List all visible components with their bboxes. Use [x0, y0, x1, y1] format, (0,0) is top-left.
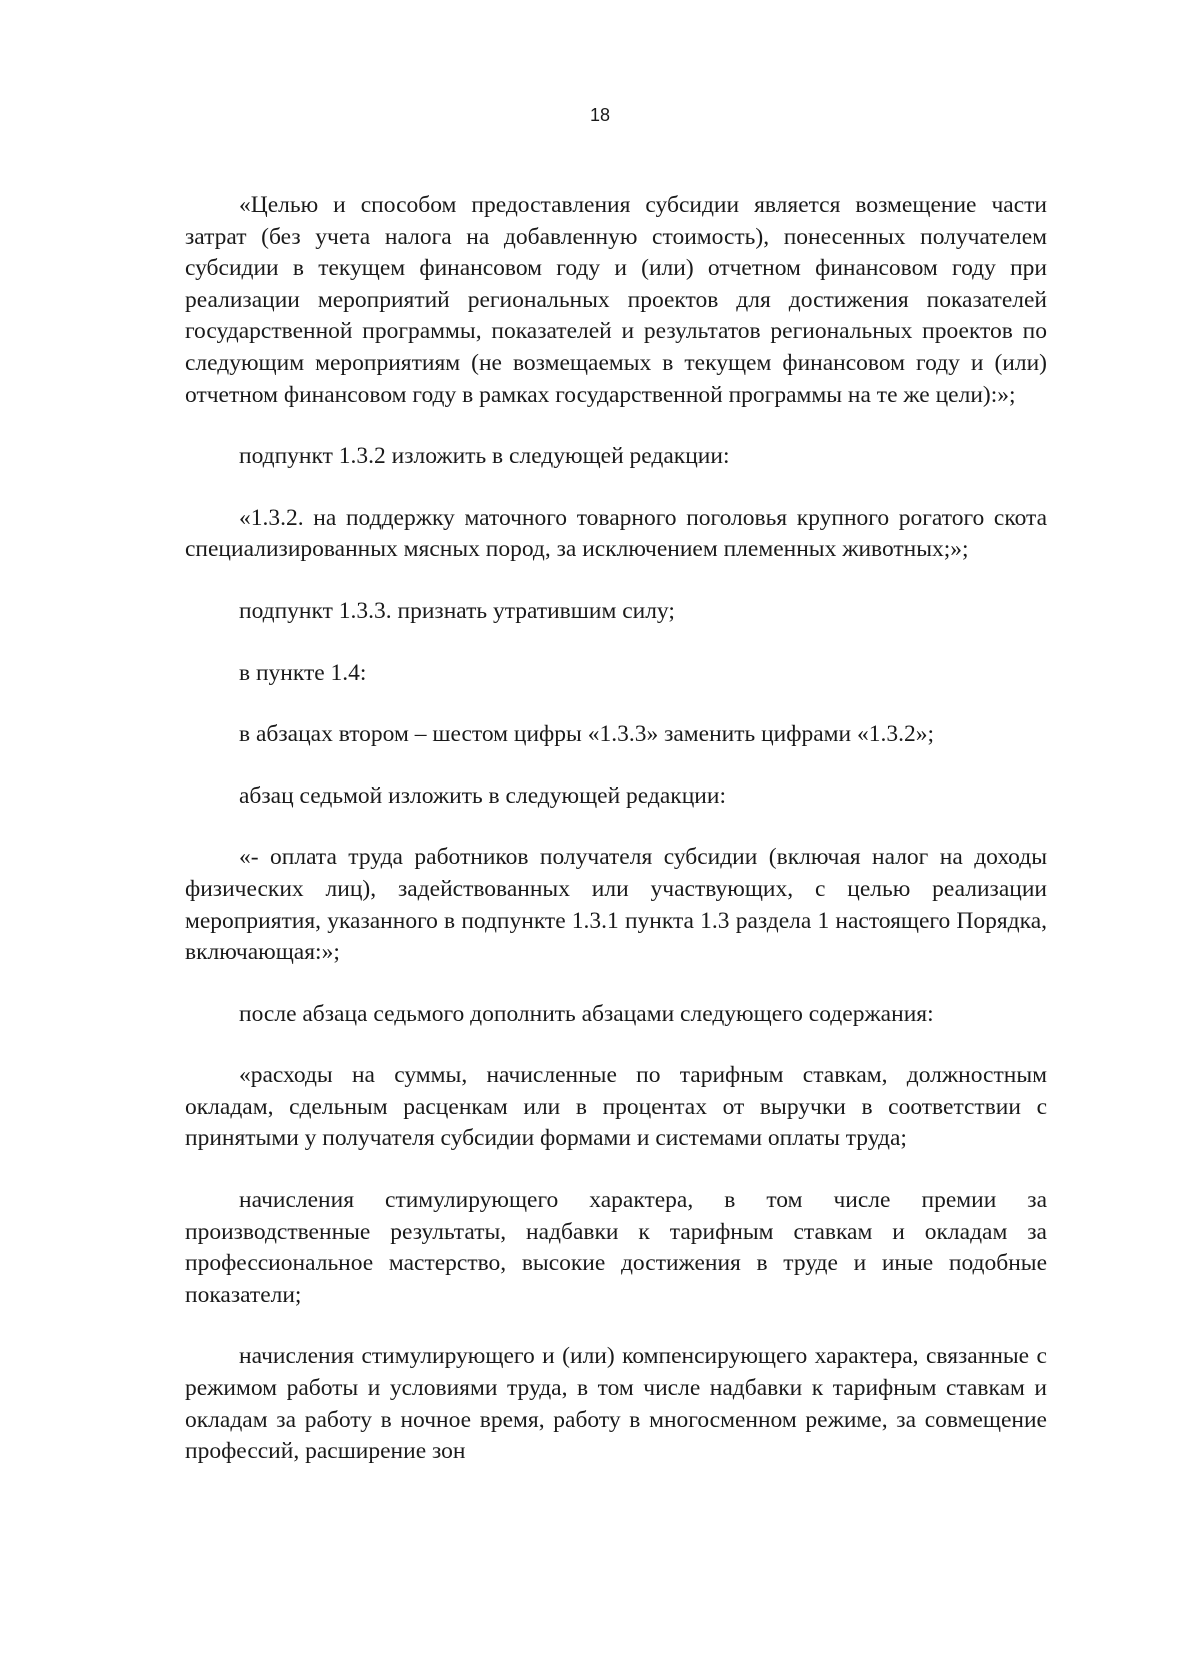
paragraph-expenses: «расходы на суммы, начисленные по тарифным ставкам, должностным окладам, сдельным расценкам или в процентах от выручки в соответствии с принятыми у получателя субсидии формами и системами оплаты труда;: [185, 1062, 1047, 1152]
paragraph-seventh-instruction: абзац седьмой изложить в следующей редакции:: [239, 782, 726, 809]
paragraph-compensation-charges: начисления стимулирующего и (или) компенсирующего характера, связанные с режимом работы и условиями труда, в том числе надбавки к тарифным ставкам и окладам за работу в ночное время, работу в многосменном режиме, за совмещение профессий, расширение зон: [185, 1343, 1047, 1465]
document-body: [185, 190, 1047, 1468]
paragraph-replace-digits: в абзацах втором – шестом цифры «1.3.3» заменить цифрами «1.3.2»;: [239, 721, 935, 748]
paragraph-add-after-seventh: после абзаца седьмого дополнить абзацами следующего содержания:: [239, 1000, 934, 1027]
paragraph-subclause-1-3-3: подпункт 1.3.3. признать утратившим силу;: [239, 597, 675, 624]
paragraph-incentive-charges: начисления стимулирующего характера, в том числе премии за производственные результаты, надбавки к тарифным ставкам и окладам за профессиональное мастерство, высокие достижения в труде и иные подобные показатели;: [185, 1187, 1047, 1308]
paragraph-subclause-1-3-2-text: «1.3.2. на поддержку маточного товарного поголовья крупного рогатого скота специализированных мясных пород, за исключением племенных животных;»;: [185, 504, 1047, 563]
paragraph-labor-payment: «- оплата труда работников получателя субсидии (включая налог на доходы физических лиц), задействованных или участвующих, с целью реализации мероприятия, указанного в подпункте 1.3.1 пункта 1.3 раздела 1 настоящего Порядка, включающая:»;: [185, 844, 1047, 966]
paragraph-purpose: «Целью и способом предоставления субсидии является возмещение части затрат (без учета налога на добавленную стоимость), понесенных получателем субсидии в текущем финансовом году и (или) отчетном финансовом году при реализации мероприятий региональных проектов для достижения показателей государственной программы, показателей и результатов региональных проектов по следующим мероприятиям (не возмещаемых в текущем финансовом году и (или) отчетном финансовом году в рамках государственной программы на те же цели):»;: [185, 192, 1047, 408]
paragraph-subclause-1-3-2-instruction: подпункт 1.3.2 изложить в следующей редакции:: [239, 443, 730, 470]
paragraph-clause-1-4: в пункте 1.4:: [239, 659, 367, 686]
page-number: 18: [589, 105, 611, 125]
